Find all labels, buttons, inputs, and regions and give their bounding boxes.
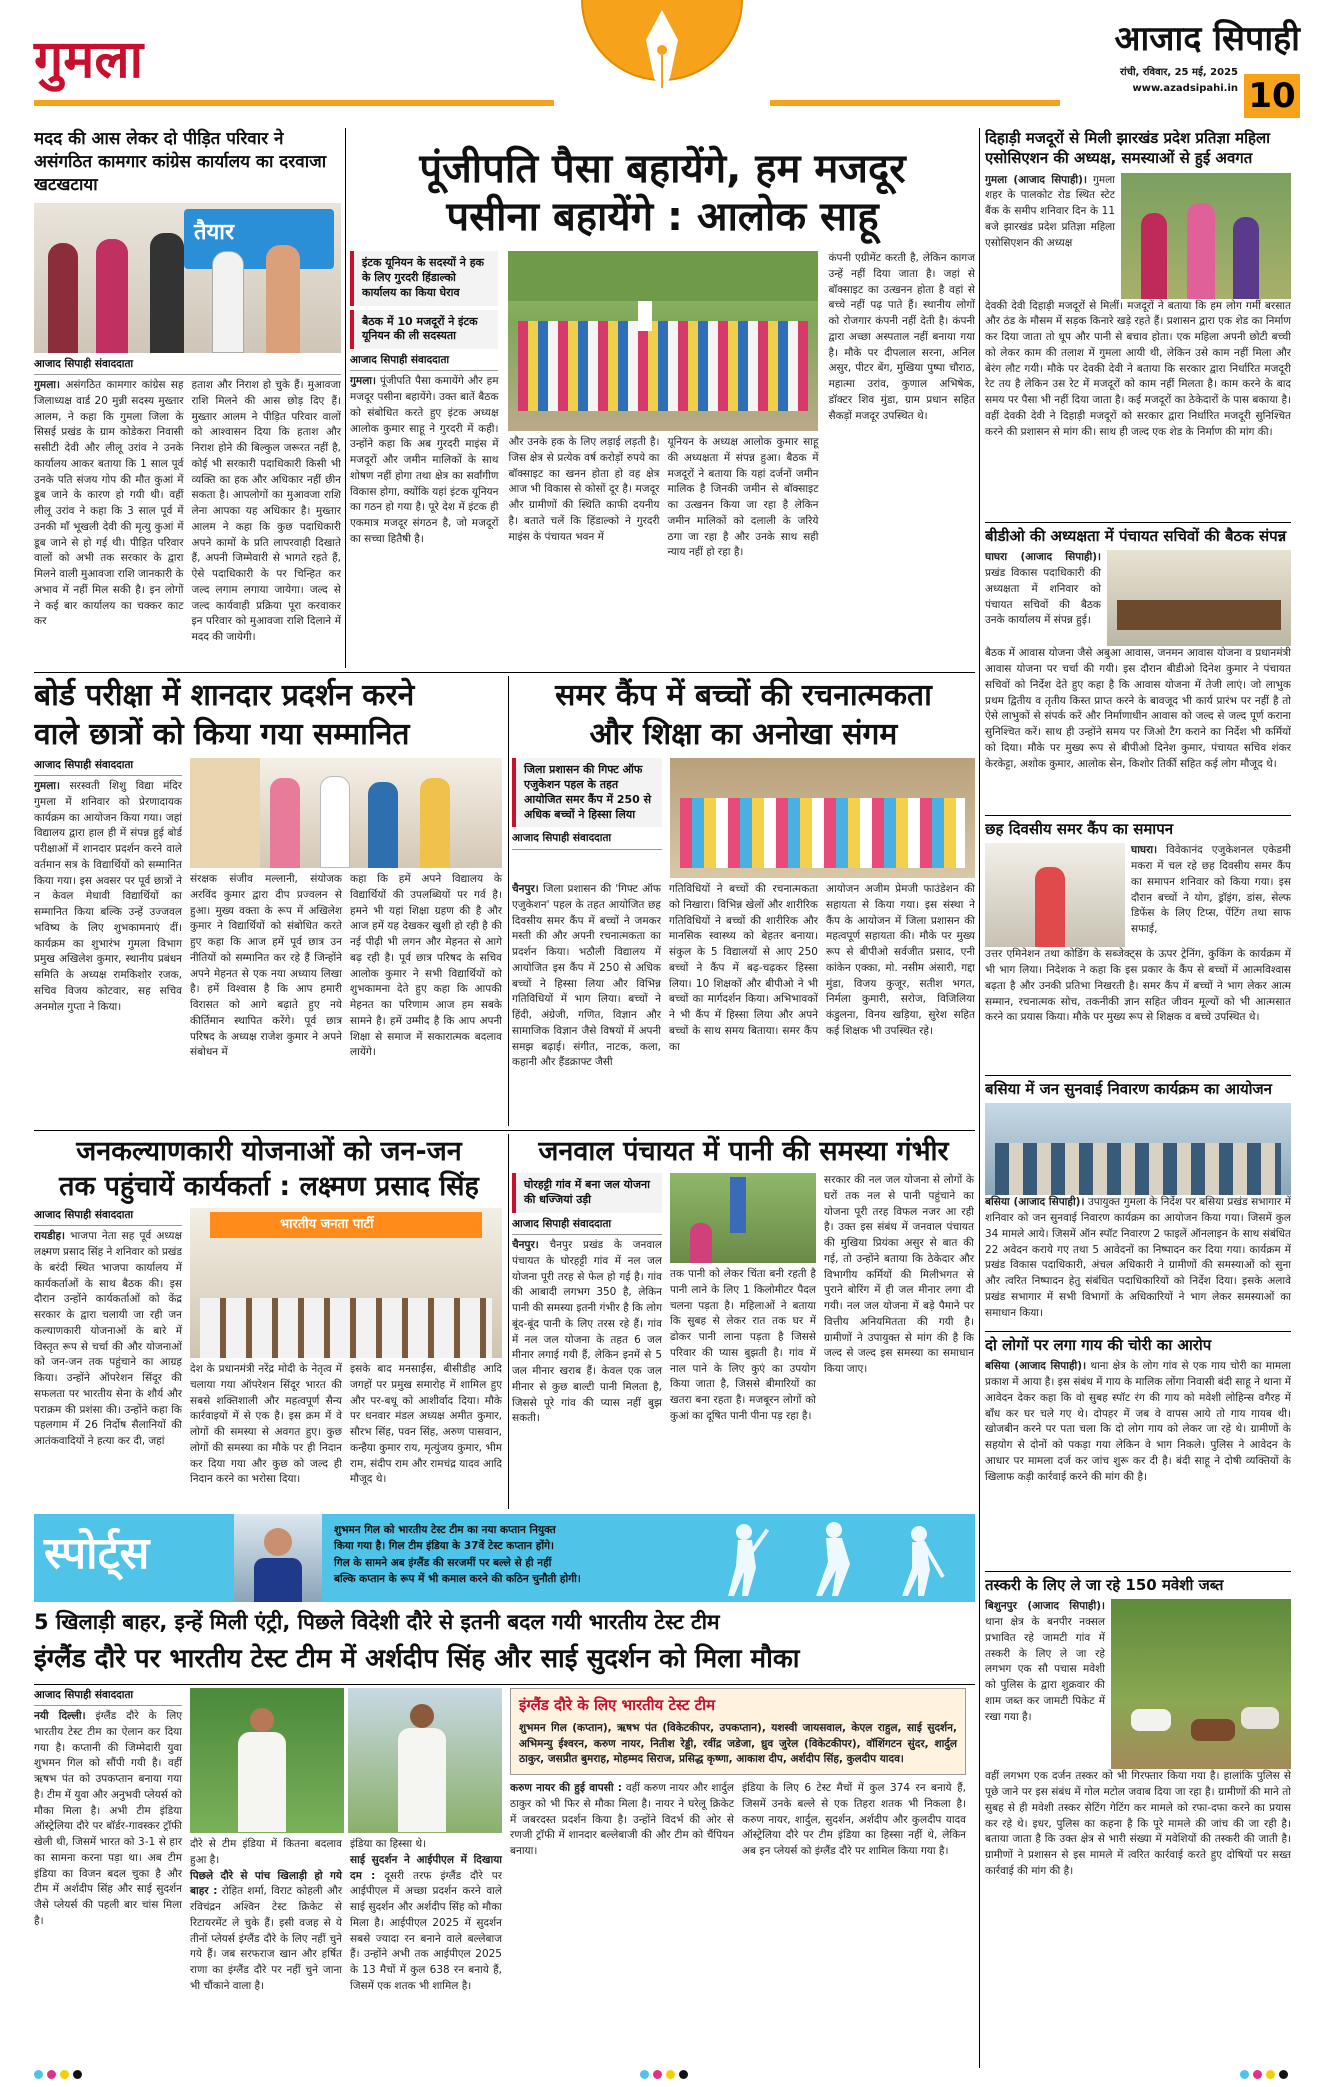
headline-line-2: तक पहुंचायें कार्यकर्ता : लक्ष्मण प्रसाद सिंह bbox=[59, 1171, 479, 1203]
registration-dots-mid bbox=[640, 2068, 692, 2080]
dateline-lead: घाघरा (आजाद सिपाही)। bbox=[985, 551, 1101, 564]
headline: मदद की आस लेकर दो पीड़ित परिवार ने असंगठित कामगार कांग्रेस कार्यालय का दरवाजा खटखटाया bbox=[34, 129, 327, 195]
body-text-2: देवकी देवी दिहाड़ी मजदूरों से मिलीं। मजदूरों ने बताया कि हम लोग गर्मी बरसात और ठंड के मौसम में सड़क किनारे खड़े रहते हैं। प्रशासन द्वारा एक शेड का निर्माण कर दिया जाता तो धूप और पानी से बचाव होता। एक महिला अपनी छोटी बच्ची को लेकर काम की तलाश में गुमला आयी थी, लेकिन उसे काम नहीं मिला और बेरंग लौट गयी। मौके पर देवकी देवी ने बताया कि सरकार द्वारा निर्धारित मजदूरी रेट तय है लेकिन उस रेट में मजदूरों को काम नहीं मिलता है। काम करने के बाद समय पर पैसा भी नहीं दिया जाता है। कई मजदूरों का ठेकेदारों के पास बकाया है। वहीं देवकी देवी ने दिहाड़ी मजदूरों को सरकार द्वारा निर्धारित मजदूरी सुनिश्चित करने की प्रशासन से मांग की। साथ ही जल्द एक शेड के निर्माण की मांग की। bbox=[985, 299, 1291, 438]
body-text-2: वहीं लगभग एक दर्जन तस्कर को भी गिरफ्तार किया गया है। हालांकि पुलिस से पूछे जाने पर इस संबंध में गोल मटोल जवाब दिया जा रहा है। ग्रामीणों की माने तो सुबह से ही मवेशी तस्कर सेटिंग गेटिंग कर मामले को रफा-दफा करने का प्रयास कर रहे थे। इधर, पुलिस का कहना है कि पूरे मामले की जांच की जा रही है। बताया जाता है कि उक्त क्षेत्र से भारी संख्या में मवेशियों की तस्करी की जाती है। ग्रामीणों ने प्रशासन से इस मामले में त्वरित कार्रवाई करते हुए दोषियों पर सख्त कार्रवाई की मांग की है। bbox=[985, 1770, 1291, 1877]
body-col-1 bbox=[34, 779, 182, 1015]
body-text: चैनपुर प्रखंड के जनवाल पंचायत के घोरहट्टी गांव में नल जल योजना पूरी तरह से फेल हो गई है। गांव की आबादी लगभग 350 है, लेकिन पानी की समस्या इतनी गंभीर है कि लोग बूंद-बूंद पानी के लिए तरस रहे हैं। गांव में नल जल योजना के तहत 6 जल मीनार लगाई गयी हैं, लेकिन इनमें से 5 जल मीनार खराब हैं। केवल एक जल मीनार से कुछ बाल्टी पानी मिलता है, जिससे पूरे गांव की प्यास नहीं बुझ सकती। bbox=[512, 1239, 662, 1425]
body-col-1 bbox=[985, 550, 1101, 646]
headline-line-1: समर कैंप में बच्चों की रचनात्मकता bbox=[555, 678, 932, 713]
squad-list: शुभमन गिल (कप्तान), ऋषभ पंत (विकेटकीपर, उपकप्तान), यशस्वी जायसवाल, केएल राहुल, साई सुदर्शन, अभिमन्यु ईश्वरन, करुण नायर, नितीश रेड्डी, रवींद्र जडेजा, ध्रुव जुरेल (विकेटकीपर), वॉशिंगटन सुंदर, शार्दुल ठाकुर, जसप्रीत बुमराह, मोहम्मद सिराज, प्रसिद्ध कृष्णा, आकाश दीप, अर्शदीप सिंह, कुलदीप यादव। bbox=[519, 1721, 957, 1766]
body-col-1 bbox=[34, 1229, 182, 1450]
headline: तस्करी के लिए ले जा रहे 150 मवेशी जब्त bbox=[985, 1576, 1224, 1594]
registration-dots-left bbox=[34, 2068, 86, 2080]
dateline-lead: गुमला (आजाद सिपाही)। bbox=[985, 173, 1087, 186]
body-text: गुमला शहर के पालकोट रोड स्थित स्टेट बैंक के समीप शनिवार दिन के 11 बजे झारखंड प्रदेश प्रतिज्ञा महिला एसोसिएशन की अध्यक्ष bbox=[985, 173, 1116, 249]
body-text: इंडिया का हिस्सा थे। bbox=[350, 1838, 427, 1850]
body-text bbox=[985, 1359, 1291, 1485]
player-photo-thumb bbox=[234, 1514, 322, 1602]
photo-bjp-meeting bbox=[190, 1208, 502, 1358]
byline: आजाद सिपाही संवाददाता bbox=[512, 1217, 662, 1235]
body-text: सरस्वती शिशु विद्या मंदिर गुमला में शनिवार को प्रेरणादायक कार्यक्रम का आयोजन किया गया। जहां विद्यालय द्वारा हाल ही में संपन्न हुई बोर्ड परीक्षाओं में शानदार प्रदर्शन करने वाले वर्तमान सत्र के विद्यार्थियों को सम्मानित किया गया। इस अवसर पर पूर्व छात्रों ने न केवल मेधावी विद्यार्थियों का सम्मानित किया बल्कि उन्हें उज्जवल भविष्य के लिए शुभकामनाएं दीं। कार्यक्रम का शुभारंभ गुमला विभाग प्रमुख अखिलेश कुमार, स्थानीय प्रबंधन समिति के अध्यक्ष रामकिशोर रजक, सचिव विजय कोटवार, सह सचिव अनमोल गुप्ता ने किया। bbox=[34, 780, 183, 1013]
story-water-crisis bbox=[512, 1134, 975, 1509]
body-col-3: कहा कि हमें अपने विद्यालय के विद्यार्थियों की उपलब्धियों पर गर्व है। हमने भी यहां शिक्षा ग्रहण की है और आज हमें यह देखकर खुशी हो रही है की नई पीढ़ी भी लगन और मेहनत से आगे बढ़ रही है। पूर्व छात्र परिषद के सचिव आलोक कुमार ने सभी विद्यार्थियों को शुभकामना देते हुए कहा कि आपकी मेहनत का परिणाम आज हम सबके सामने है। हमें उम्मीद है कि आप अपनी शिक्षा से समाज में सकारात्मक बदलाव लायेंगे। bbox=[350, 873, 502, 1059]
dateline-lead: चैनपुर। bbox=[512, 883, 539, 895]
body-text: इंग्लैंड दौरे के लिए भारतीय टेस्ट टीम का ऐलान कर दिया गया है। कप्तानी की जिम्मेदारी युवा शुभमन गिल को सौंपी गयी है। वहीं ऋषभ पंत को उपकप्तान बनाया गया है। टीम में युवा और अनुभवी प्लेयर्स को मौका मिला है। अभी टीम इंडिया ऑस्ट्रेलिया दौरे पर बॉर्डर-गावस्कर ट्रॉफी खेली थी, जिसमें भारत को 3-1 से हार का सामना करना पड़ा था। अब टीम इंडिया का विजन बदल चुका है और टीम में अर्शदीप सिंह और साई सुदर्शन जैसे प्लेयर्स की पहली बार चांस मिला है। bbox=[34, 1710, 182, 1927]
deck: घोरहट्टी गांव में बना जल योजना की धज्जियां उड़ी bbox=[512, 1173, 662, 1213]
dateline-lead: गुमला। bbox=[34, 379, 61, 392]
body-text-2: बैठक में आवास योजना जैसे अबुआ आवास, जनमन आवास योजना व प्रधानमंत्री आवास योजना पर चर्चा की गयी। इस दौरान बीडीओ दिनेश कुमार ने पंचायत सचिवों को निर्देश देते हुए कहा है कि आवास योजना में तेजी लाएं। जो लाभुक प्रथम द्वितीय व तृतीय किस्त प्राप्त करने के बावजूद भी कार्य प्रारंभ पर नहीं है तो ऐसे लाभुकों से संपर्क करें और निर्माणाधीन आवास को जल्द से जल्द पूर्ण कराना सुनिश्चित करें। साथ ही उन्होंने समय पर जिओ टैग कराने का निर्देश भी कर्मियों को दिया। मौके पर मुख्य रूप से बीपीओ दिनेश कुमार, पंचायत सचिव शंकर केरकेट्टा, अशोक कुमार, आलोक सेन, किशोर तिर्की सहित कई लोग मौजूद थे। bbox=[985, 647, 1291, 770]
body-col-3: आयोजन अजीम प्रेमजी फाउंडेशन की सहायता से किया गया। इस संस्था ने कैंप के आयोजन में जिला प्रशासन की महत्वपूर्ण सहायता की। मौके पर मुख्य रूप से बीपीओ सर्वजीत प्रसाद, एनी कांकेन एक्का, मो. नसीम अंसारी, गद्दा मुंडा, विजय कुजूर, सतीश भगत, निर्मला कुमारी, सरोज, विजिलिया कंडुलना, विनय खड़िया, सुरेश सहित कई शिक्षक भी उपस्थित रहे। bbox=[826, 883, 975, 1037]
body-col-1 bbox=[34, 378, 184, 646]
dateline-lead: गुमला। bbox=[350, 375, 377, 388]
headline: बीडीओ की अध्यक्षता में पंचायत सचिवों की बैठक संपन्न bbox=[985, 527, 1287, 545]
body-col-1 bbox=[34, 1709, 182, 1930]
sports-kicker: 5 खिलाड़ी बाहर, इन्हें मिली एंट्री, पिछले विदेशी दौरे से इतनी बदल गयी भारतीय टेस्ट टीम bbox=[34, 1610, 720, 1634]
story-test-team bbox=[34, 1688, 975, 2060]
pen-nib-logo bbox=[572, 0, 752, 118]
deck: जिला प्रशासन की गिफ्ट ऑफ एजुकेशन पहल के तहत आयोजित समर कैंप में 250 से अधिक बच्चों ने हिस्सा लिया bbox=[512, 758, 662, 827]
story-summer-camp bbox=[512, 676, 975, 1126]
photo-labourers bbox=[1121, 173, 1291, 299]
story-welfare-schemes bbox=[34, 1134, 504, 1509]
body-col-1 bbox=[350, 374, 498, 547]
photo-hearing bbox=[985, 1103, 1291, 1195]
squad-box-title: इंग्लैंड दौरे के लिए भारतीय टेस्ट टीम bbox=[519, 1696, 716, 1714]
body-col-2: हताश और निराश हो चुके हैं। मुआवजा राशि मिलने की आस छोड़ दिए हैं। मुख्तार आलम ने पीड़ित परिवार वालों को आश्वासन दिया कि हताश और निराश होने की बिल्कुल जरूरत नहीं है, कोई भी सरकारी पदाधिकारी किसी भी व्यक्ति का हक और अधिकार नहीं छीन सकता है। आपलोगों का मुआवजा राशि लेना आपका यह अधिकार है। मुख्तार आलम ने कहा कि कुछ पदाधिकारी अपने कामों के प्रति लापरवाही दिखाते हैं, अपनी जिम्मेवारी से भागते रहते हैं, ऐसे पदाधिकारी के पर चिन्हित कर जल्द लगाम लगाया जायेगा। जल्द से जल्द कार्यवाही प्रक्रिया पूरा करवाकर इन परिवार को मुआवजा राशि दिलाने में मदद की जायेगी। bbox=[191, 379, 341, 644]
body-col-3: सरकार की नल जल योजना से लोगों के घरों तक नल से पानी पहुंचाने का योजना पूरी तरह विफल नजर आ रही है। उक्त इस संबंध में जनवाल पंचायत की मुखिया प्रियंका असुर से बात की गई, तो उन्होंने बताया कि ठेकेदार और विभागीय कर्मियों की मिलीभगत से पुराने बोरिंग में ही जल मीनार लगा दी गयी। नल जल योजना में बड़े पैमाने पर वित्तीय अनियमितता की गयी है। ग्रामीणों ने उपायुक्त से मांग की है कि जल्द से जल्द इस समस्या का समाधान किया जाए। bbox=[824, 1174, 974, 1376]
body-text: भाजपा नेता सह पूर्व अध्यक्ष लक्ष्मण प्रसाद सिंह ने शनिवार को प्रखंड के बरंदी स्थित भाजपा कार्यालय में कार्यकर्ताओं के साथ बैठक की। इस दौरान उन्होंने कार्यकर्ताओं को केंद्र सरकार के द्वारा चलायी जा रही जन कल्याणकारी योजनाओं के बारे में विस्तृत रूप से चर्चा की और योजनाओं को जन-जन तक पहुंचाने का आग्रह किया। उन्होंने ऑपरेशन सिंदूर की सफलता पर भारतीय सेना के शौर्य और पराक्रम की प्रशंसा की। उन्होंने कहा कि पहलगाम में 26 निर्दोष सैलानियों की आतंकवादियों ने हत्या कर दी, जहां bbox=[34, 1230, 182, 1448]
photo-family bbox=[34, 203, 341, 353]
dateline-lead: घाघरा। bbox=[1131, 844, 1158, 857]
headline-line-2: पसीना बहायेंगे : आलोक साहू bbox=[446, 194, 879, 240]
subhead: करुण नायर की हुई वापसी : bbox=[510, 1782, 622, 1794]
dateline-lead: बसिया (आजाद सिपाही)। bbox=[985, 1360, 1087, 1373]
body-col-3: यूनियन के अध्यक्ष आलोक कुमार साहू की अध्यक्षता में संपन्न हुआ। बैठक में मजदूरों ने बताया कि यहां दर्जनों जमीन मालिक है जिनकी जमीन से बॉक्साइट का उत्खनन किया जा रहा है लेकिन जमीन मालिकों को दलाली के जरिये ठगा जा रहा है और उनके साथ सही न्याय नहीं हो रहा है। bbox=[667, 436, 819, 559]
deck-2: बैठक में 10 मजदूरों ने इंटक यूनियन की ली सदस्यता bbox=[350, 310, 498, 350]
byline: आजाद सिपाही संवाददाता bbox=[350, 353, 498, 371]
website-url: www.azadsipahi.in bbox=[1132, 83, 1238, 94]
teaser-line: बल्कि कप्तान के रूप में भी कमाल करने की कठिन चुनौती होगी। bbox=[334, 1572, 581, 1585]
story-intuc bbox=[350, 145, 975, 670]
body-text: दूसरी तरफ इंग्लैंड दौरे पर आईपीएल में अच्छा प्रदर्शन करने वाले साई सुदर्शन और अर्शदीप सिंह को मौका मिला है। आईपीएल 2025 में सुदर्शन सबसे ज्यादा रन बनाने वाले बल्लेबाज हैं। उन्होंने अभी तक आईपीएल 2025 के 13 मैचों में कुल 638 रन बनाये हैं, जिसमें एक शतक भी शामिल है। bbox=[350, 1869, 502, 1992]
headline-line-1: पूंजीपति पैसा बहायेंगे, हम मजदूर bbox=[419, 146, 906, 192]
story-bdo-meeting bbox=[985, 526, 1291, 811]
deck-1: इंटक यूनियन के सदस्यों ने हक के लिए गुरदरी हिंडाल्को कार्यालय का किया घेराव bbox=[350, 251, 498, 306]
dateline-lead: चैनपुर। bbox=[512, 1239, 539, 1251]
headline: छह दिवसीय समर कैंप का समापन bbox=[985, 820, 1174, 838]
body-text: दौरे से टीम इंडिया में कितना बदलाव हुआ है। bbox=[190, 1838, 342, 1866]
cricket-silhouette bbox=[704, 1518, 964, 1598]
dateline-lead: बिशुनपुर (आजाद सिपाही)। bbox=[985, 1600, 1105, 1613]
byline: आजाद सिपाही संवाददाता bbox=[34, 1208, 182, 1226]
dateline-lead: रायडीह। bbox=[34, 1230, 65, 1243]
sports-teaser bbox=[334, 1522, 674, 1587]
dateline-lead: बसिया (आजाद सिपाही)। bbox=[985, 1196, 1085, 1209]
body-col-1 bbox=[985, 173, 1115, 299]
body-col-4 bbox=[510, 1781, 734, 1860]
body-text: असंगठित कामगार कांग्रेस सह जिलाध्यक्ष वार्ड 20 मुन्नी सदस्य मुख्तार आलम, ने कहा कि गुमला जिला के सिसई प्रखंड के ग्राम कोडेकरा निवासी ससीटी देवी और लीलू उरांव ने उनके कार्यालय आकर बताया कि 1 साल पूर्व उनके पति संजय गोप की मौत कुआं में डूब जाने के कारण हो गयी थी। वहीं लीलू उरांव ने कहा कि 3 साल पूर्व में उनकी माँ भूखली देवी की मृत्यु कुआं में डूब जाने से हो गई थी। पीड़ित परिवार वालों को अभी तक सरकार के द्वारा मिलने वाली मुआवजा राशि जानकारी के अभाव में नहीं मिल सकी है। इन लोगों ने कई बार कार्यालय का चक्कर काट कर bbox=[34, 379, 184, 628]
dateline-lead: नयी दिल्ली। bbox=[34, 1710, 86, 1723]
photo-cricketer-1 bbox=[190, 1688, 344, 1833]
body-col-4: कंपनी एग्रीमेंट करती है, लेकिन कागज उन्हें नहीं दिया जाता है। जहां से बॉक्साइट का उत्खनन होता है वहां से बच्चे नहीं पढ़ पाते हैं। स्थानीय लोगों को रोजगार कंपनी नहीं देती है। कंपनी द्वारा अच्छा अस्पताल नहीं बनाया गया है। मौके पर दीपलाल सरना, अनिल असुर, पीटर बेंग, मुखिया पुष्पा चौराठ, महात्मा उरांव, कुणाल अभिषेक, डॉक्टर शिव मुंडा, ग्राम प्रधान सहित सैकड़ों मजदूर उपस्थित थे। bbox=[828, 252, 975, 422]
headline: दिहाड़ी मजदूरों से मिली झारखंड प्रदेश प्रतिज्ञा महिला एसोसिएशन की अध्यक्ष, समस्याओं से हुई अवगत bbox=[985, 129, 1271, 168]
masthead bbox=[0, 0, 1325, 122]
headline-line-2: वाले छात्रों को किया गया सम्मानित bbox=[34, 717, 410, 752]
headline: जनवाल पंचायत में पानी की समस्या गंभीर bbox=[538, 1136, 949, 1167]
body-col-1 bbox=[512, 882, 661, 1071]
body-col-2 bbox=[190, 1837, 342, 1995]
teaser-line: गिल के सामने अब इंग्लैंड की सरजमीं पर बल्ले से ही नहीं bbox=[334, 1556, 552, 1569]
teaser-line: शुभमन गिल को भारतीय टेस्ट टीम का नया कप्तान नियुक्त bbox=[334, 1524, 556, 1536]
body-col-1 bbox=[512, 1238, 662, 1427]
photo-camp bbox=[985, 843, 1125, 947]
photo-banner-text: भारतीय जनता पार्टी bbox=[280, 1217, 374, 1233]
body-col-1 bbox=[1131, 843, 1291, 947]
body-col-3 bbox=[350, 1837, 502, 1995]
photo-cricketer-2 bbox=[348, 1688, 502, 1833]
byline: आजाद सिपाही संवाददाता bbox=[34, 758, 182, 776]
dateline-lead: गुमला। bbox=[34, 780, 61, 793]
body-col-2: और उनके हक के लिए लड़ाई लड़ती है। जिस क्षेत्र से प्रत्येक वर्ष करोड़ों रुपये का बॉक्साइट का खनन होता हो वह क्षेत्र आज भी विकास से कोसों दूर है। मजदूर और ग्रामीणों की स्थिति काफी दयनीय है। बताते चलें कि हिंडाल्को ने गुरदरी माइंस के पंचायत भवन में bbox=[508, 436, 660, 543]
body-text: विवेकानंद एजुकेशनल एकेडमी मकरा में चल रहे छह दिवसीय समर कैंप का समापन शनिवार को किया गया। इस दौरान बच्चों ने योग, ड्रॉइंग, डांस, सेल्फ डिफेंस के लिए टिप्स, पेंटिंग तथा साफ सफाई, bbox=[1131, 844, 1291, 935]
body-text-content: थाना क्षेत्र के लोग गांव से एक गाय चोरी का मामला प्रकाश में आया है। इस संबंध में गाय के मालिक लोंगा निवासी बंदी साहू ने थाना में आवेदन देकर कहा कि वो सुबह स्पॉट रंग की गाय को मवेशी लोहिन्स वगैरह में बाँध कर घर चले गए थे। दोपहर में जब वे वापस आये तो गाय गायब थी। खोजबीन करने पर पता चला कि दो लोग गाय को लेकर जा रहे थे। ग्रामीणों के सहयोग से दोनों को पकड़ा गया लेकिन वे भाग निकले। पुलिस ने आवेदन के आधार पर मामला दर्ज कर जांच शुरू कर दी है। बंदी साहू ने दोषी व्यक्तियों के खिलाफ कड़ी कार्रवाई करने की मांग की है। bbox=[985, 1360, 1291, 1483]
byline: आजाद सिपाही संवाददाता bbox=[34, 357, 341, 375]
photo-banner-text: तैयार bbox=[194, 219, 234, 245]
body-text bbox=[985, 1195, 1291, 1321]
photo-rally bbox=[508, 251, 818, 431]
header-rule-right bbox=[770, 100, 1060, 106]
registration-dots-right bbox=[1240, 2068, 1292, 2080]
story-cow-theft bbox=[985, 1335, 1291, 1567]
teaser-line: किया गया है। गिल टीम इंडिया के 37वें टेस्ट कप्तान होंगे। bbox=[334, 1540, 554, 1553]
body-col-2: देश के प्रधानमंत्री नरेंद्र मोदी के नेतृत्व में चलाया गया ऑपरेशन सिंदूर भारत की सबसे शक्तिशाली और महत्वपूर्ण सैन्य कार्रवाइयों में से एक है। इस क्रम में वे लोगों की समस्या से अवगत हुए। कुछ लोगों की समस्या का मौके पर ही निदान कर दिया गया और कुछ को जल्द ही निदान करने का भरोसा दिया। bbox=[190, 1363, 342, 1486]
header-rule-left bbox=[34, 100, 554, 106]
body-text: वहीं करुण नायर और शार्दुल ठाकुर को भी फिर से मौका मिला है। नायर ने घरेलू क्रिकेट में जबरदस्त प्रदर्शन किया है। उन्होंने विदर्भ की ओर से रणजी ट्रॉफी में शानदार बल्लेबाजी की और टीम को चैंपियन बनाया। bbox=[510, 1782, 734, 1857]
story-complaint bbox=[34, 128, 341, 668]
body-col-2: तक पानी को लेकर चिंता बनी रहती है पानी लाने के लिए 1 किलोमीटर पैदल चलना पड़ता है। महिलाओं ने बताया कि सुबह से लेकर रात तक घर में ढोकर पानी लाना पड़ता है जिससे परिवार की प्यास बुझती है। गांव में नाल पाने के लिए कुएं का उपयोग किया जाता है, जिससे बीमारियों का खतरा बना रहता है। मजबूरन लोगों को कुआं का दूषित पानी पीना पड़ रहा है। bbox=[670, 1268, 816, 1422]
byline: आजाद सिपाही संवाददाता bbox=[512, 831, 662, 849]
body-text-content: उपायुक्त गुमला के निर्देश पर बसिया प्रखंड सभागार में शनिवार को जन सुनवाई निवारण कार्यक्रम का आयोजन किया गया। जिसमें कुल 34 मामले आये। जिसमें ऑन स्पॉट निवारण 2 फाइलें ऑनलाइन के साथ संबंधित 22 अवेदन कराये गए तथा 5 आवेदनों का निष्पादन कर दिया गया। कार्यक्रम में प्रखंड विकास पदाधिकारी, अंचल अधिकारी ने ग्रामीणों की समस्याओं को सुना और त्वरित निष्पादन हेतु संबंधित पदाधिकारियों को निर्देश दिया। इसके अलावे प्रखंड सभागार में सभी विभागों के अधिकारियों ने भाग लेकर समस्याओं का समाधान किया। bbox=[985, 1196, 1291, 1319]
paper-name: आजाद सिपाही bbox=[1114, 19, 1300, 59]
subhead: पिछले दौरे से पांच खिलाड़ी हो गये बाहर : bbox=[190, 1869, 342, 1898]
photo-cattle bbox=[1111, 1599, 1291, 1769]
story-cattle-seized bbox=[985, 1575, 1291, 2055]
body-col-3: इसके बाद मनसाईंस, बीसीडीह आदि जगहों पर प्रमुख समारोह में शामिल हुए और पर-बधू को आशीर्वाद दिया। मौके पर धनवार मंडल अध्यक्ष अमीत कुमार, सौरभ सिंह, पवन सिंह, अरुण पासवान, कन्हैया कुमार राय, मृत्युंजय कुमार, भीम राम, संदीप राम और रामचंद्र यादव आदि मौजूद थे। bbox=[350, 1363, 502, 1486]
byline: आजाद सिपाही संवाददाता bbox=[34, 1688, 182, 1706]
body-text: जिला प्रशासन की 'गिफ्ट ऑफ एजुकेशन' पहल के तहत आयोजित छह दिवसीय समर कैंप में बच्चों ने जमकर मस्ती की और अपनी रचनात्मकता का प्रदर्शन किया। भठौली विद्यालय में आयोजित इस कैंप में 250 से अधिक बच्चों ने हिस्सा लिया और विभिन्न गतिविधियों में भाग लिया। बच्चों ने हिंदी, अंग्रेजी, गणित, विज्ञान और सामाजिक विज्ञान जैसे विषयों में अपनी समझ बढ़ाई। संगीत, नाटक, कला, कहानी और हैंडक्राफ्ट जैसी bbox=[512, 883, 661, 1069]
body-text: पूंजीपति पैसा कमायेंगे और हम मजदूर पसीना बहायेंगे। उक्त बातें बैठक को संबोधित करते हुए इंटक अध्यक्ष आलोक कुमार साहू ने गुरदरी में कही। उन्होंने कहा कि अब गुरदरी माइंस में मजदूरों और जमीन मालिकों के साथ शोषण नहीं होगा तथा क्षेत्र का सर्वांगीण विकास होगा, क्योंकि यहां इंटक यूनियन का गठन हो गया है। पूरे देश में इंटक ही एकमात्र मजदूर संगठन है, जो मजदूरों का सच्चा हितैषी है। bbox=[350, 375, 499, 545]
photo-water-tank bbox=[670, 1173, 816, 1263]
headline: बसिया में जन सुनवाई निवारण कार्यक्रम का आयोजन bbox=[985, 1080, 1272, 1098]
photo-meeting bbox=[1107, 550, 1291, 646]
body-text: रोहित शर्मा, विराट कोहली और रविचंद्रन अश्विन टेस्ट क्रिकेट से रिटायरमेंट ले चुके हैं। इसी वजह से ये तीनों प्लेयर्स इंग्लैंड दौरे के लिए नहीं चुने गये हैं। जब सरफराज खान और हर्षित राणा का इंग्लैंड दौरे पर नहीं चुने जाना भी चौंकाने वाला है। bbox=[190, 1885, 342, 1992]
story-summer-camp-end bbox=[985, 819, 1291, 1071]
body-col-2: संरक्षक संजीव मल्लानी, संयोजक अरविंद कुमार द्वारा दीप प्रज्वलन से हुआ। मुख्य वक्ता के रूप में अखिलेश कुमार ने विद्यार्थियों को संबोधित करते हुए कहा कि आज हमें पूर्व छात्र उन नीतियों को सम्मानित कर रहे हैं जिन्होंने अपने मेहनत से एक नया अध्याय लिखा है। हमें विश्वास है कि आप हमारी विरासत को आगे बढ़ाते हुए नये कीर्तिमान स्थापित करेंगे। पूर्व छात्र परिषद के अध्यक्ष राजेश कुमार ने अपने संबोधन में bbox=[190, 873, 342, 1059]
body-text: थाना क्षेत्र के बनपीर नक्सल प्रभावित रहे जामटी गांव में तस्करी के लिए ले जा रहे लगभग एक सौ पचास मवेशी को पुलिस के द्वारा शुक्रवार की शाम जब्त कर जामटी पिकेट में रखा गया है। bbox=[985, 1616, 1105, 1723]
body-col-5: इंडिया के लिए 6 टेस्ट मैचों में कुल 374 रन बनाये हैं, जिसमें उनके बल्ले से एक तिहरा शतक भी निकला है। करुण नायर, शार्दुल, सुदर्शन, अर्शदीप और कुलदीप यादव ऑस्ट्रेलिया दौरे पर टीम इंडिया का हिस्सा नहीं थे, लेकिन अब इन प्लेयर्स को इंग्लैंड दौरे पर शामिल किया गया है। bbox=[742, 1782, 966, 1857]
sports-label: स्पोर्ट्स bbox=[44, 1528, 150, 1579]
body-col-1 bbox=[985, 1599, 1105, 1769]
photo-felicitation bbox=[190, 758, 502, 868]
photo-children bbox=[670, 758, 975, 878]
body-col-2: गतिविधियों ने बच्चों की रचनात्मकता को निखारा। विभिन्न खेलों और शारीरिक गतिविधियों ने बच्चों की शारीरिक और मानसिक स्वास्थ्य को बेहतर बनाया। संकुल के 5 विद्यालयों से आए 250 बच्चों ने कैंप में बढ़-चढ़कर हिस्सा लिया। 10 शिक्षकों और बीपीओ ने भी बच्चों का मार्गदर्शन किया। अभिभावकों ने भी कैंप में हिस्सा लिया और अपने बच्चों के साथ समय बिताया। समर कैंप का bbox=[669, 883, 818, 1053]
headline-line-1: बोर्ड परीक्षा में शानदार प्रदर्शन करने bbox=[34, 678, 415, 713]
body-text-2: उत्तर एमिनेशन तथा कोडिंग के सब्जेक्ट्स के ऊपर ट्रेनिंग, कुकिंग के कार्यक्रम में भी भाग लिया। निदेशक ने कहा कि इस प्रकार के कैंप से बच्चों में आत्मविश्वास बढ़ता है और उनकी प्रतिभा निखरती है। समर कैंप में बच्चों ने भाग लेकर आत्म सम्मान, रचनात्मक सोच, तकनीकी ज्ञान सहित जीवन मूल्यों को भी आत्मसात करने का प्रयास किया। मौके पर मुख्य रूप से शिक्षक व बच्चे उपस्थित थे। bbox=[985, 948, 1291, 1024]
sports-headline: इंग्लैंड दौरे पर भारतीय टेस्ट टीम में अर्शदीप सिंह और साई सुदर्शन को मिला मौका bbox=[34, 1644, 800, 1674]
squad-box bbox=[510, 1688, 966, 1775]
section-name: गुमला bbox=[34, 30, 144, 90]
story-wage-labourers bbox=[985, 128, 1291, 518]
body-text: प्रखंड विकास पदाधिकारी की अध्यक्षता में शनिवार को पंचायत सचिवों की बैठक उनके कार्यालय में संपन्न हुई। bbox=[985, 567, 1101, 627]
story-public-hearing bbox=[985, 1079, 1291, 1327]
dateline: रांची, रविवार, 25 मई, 2025 bbox=[1119, 67, 1238, 78]
headline: दो लोगों पर लगा गाय की चोरी का आरोप bbox=[985, 1336, 1212, 1354]
story-board-exam bbox=[34, 676, 504, 1126]
subhead: साई सुदर्शन ने आईपीएल में दिखाया दम : bbox=[350, 1853, 502, 1882]
headline-line-2: और शिक्षा का अनोखा संगम bbox=[589, 717, 898, 752]
headline-line-1: जनकल्याणकारी योजनाओं को जन-जन bbox=[76, 1136, 462, 1167]
sports-banner bbox=[34, 1514, 975, 1602]
page-number: 10 bbox=[1244, 74, 1300, 118]
